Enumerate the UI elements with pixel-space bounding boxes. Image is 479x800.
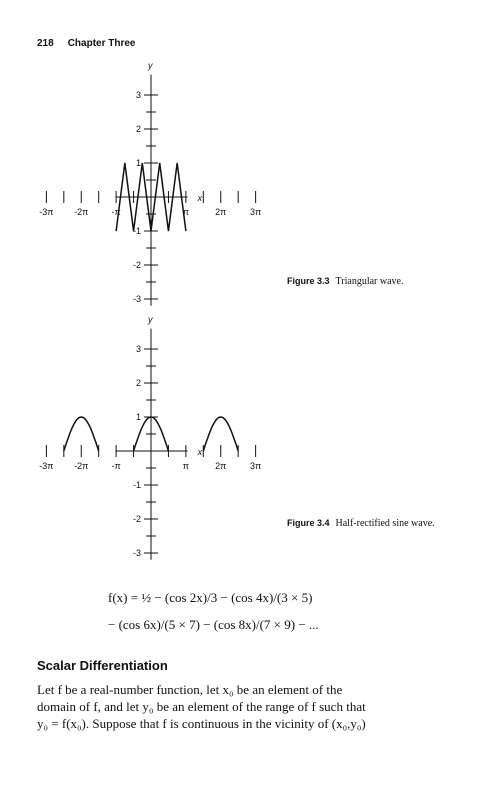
x-tick-label: 2π: [215, 207, 227, 217]
y-tick-label: 1: [135, 412, 141, 422]
x-tick-label: 2π: [215, 461, 227, 471]
y-axis-label: y: [148, 60, 153, 71]
x-axis-label: x: [197, 193, 203, 203]
x-tick-label: 3π: [250, 461, 262, 471]
x-tick-label: 3π: [250, 207, 262, 217]
paragraph-line: Let f be a real-number function, let x₀ be an element of the: [37, 682, 343, 697]
y-tick-label: 2: [135, 378, 141, 388]
y-tick-label: -2: [132, 260, 141, 270]
y-tick-label: -2: [132, 514, 141, 524]
paragraph-line: domain of f, and let y₀ be an element of the range of f such that: [37, 699, 366, 714]
y-tick-label: -3: [132, 548, 141, 558]
figure-number: Figure 3.3: [287, 276, 330, 286]
x-tick-label: π: [182, 207, 189, 217]
x-tick-label: -3π: [39, 207, 54, 217]
x-axis-label: x: [197, 447, 203, 457]
figure-caption: Half-rectified sine wave.: [335, 518, 435, 529]
body-paragraph: [37, 681, 442, 732]
page-number: 218: [37, 38, 54, 49]
figure-number: Figure 3.4: [287, 518, 330, 528]
y-tick-label: -1: [132, 480, 141, 490]
x-tick-label: -π: [111, 461, 121, 471]
y-tick-label: -1: [132, 226, 141, 236]
figure-3-4-caption: [287, 517, 447, 530]
y-axis-label: y: [148, 314, 153, 325]
x-tick-label: -3π: [39, 461, 54, 471]
y-tick-label: 3: [135, 344, 141, 354]
x-tick-label: -2π: [74, 207, 89, 217]
y-tick-label: 3: [135, 90, 141, 100]
y-tick-label: 1: [135, 158, 141, 168]
equation-line-1: f(x) = ½ − (cos 2x)/3 − (cos 4x)/(3 × 5): [108, 590, 313, 605]
equation-line-2: − (cos 6x)/(5 × 7) − (cos 8x)/(7 × 9) − ...: [108, 617, 319, 632]
section-heading: Scalar Differentiation: [37, 658, 168, 673]
y-tick-label: 2: [135, 124, 141, 134]
y-tick-label: -3: [132, 294, 141, 304]
chapter-title: Chapter Three: [67, 38, 136, 49]
figure-caption: Triangular wave.: [335, 276, 404, 287]
paragraph-line: y₀ = f(x₀). Suppose that f is continuous in the vicinity of (x₀,y₀): [37, 716, 366, 731]
x-tick-label: π: [182, 461, 189, 471]
x-tick-label: -π: [111, 207, 121, 217]
x-tick-label: -2π: [74, 461, 89, 471]
